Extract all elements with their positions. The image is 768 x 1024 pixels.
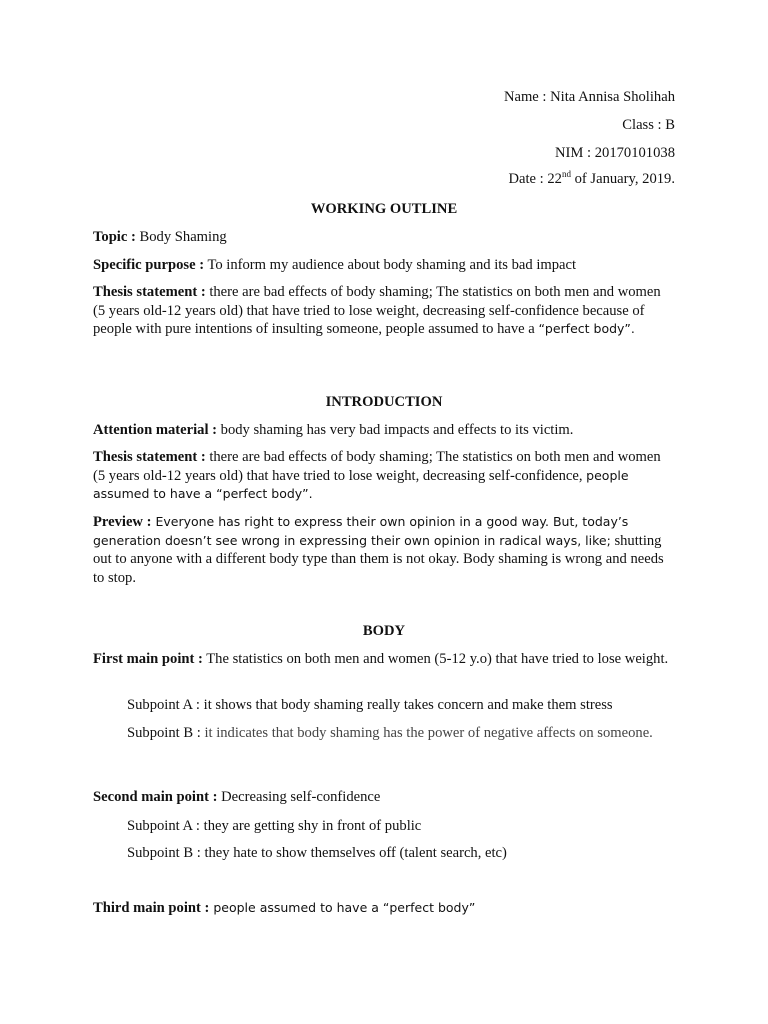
intro-thesis-label: Thesis statement : <box>93 449 206 465</box>
preview-value-a: Everyone has right to express their own opinion in a good way. But, today’s generation doesn’t see wrong in expressing their own opinion in radical ways, like; <box>93 514 629 548</box>
second-main-point <box>93 788 673 807</box>
first-subpoint-a: Subpoint A : it shows that body shaming really takes concern and make them stress <box>127 697 613 713</box>
purpose-label: Specific purpose : <box>93 257 205 273</box>
student-class: Class : B <box>622 117 675 133</box>
working-outline-heading: WORKING OUTLINE <box>310 201 458 217</box>
third-main-point-value: people assumed to have a “perfect body” <box>209 900 476 915</box>
first-main-point-label: First main point : <box>93 651 203 667</box>
third-main-point-label: Third main point : <box>93 900 210 916</box>
attention-label: Attention material : <box>93 422 218 438</box>
purpose-value: To inform my audience about body shaming and its bad impact <box>204 257 577 273</box>
attention-material-line <box>93 421 673 440</box>
preview-paragraph <box>93 513 673 587</box>
first-main-point <box>93 650 673 669</box>
second-subpoint-b: Subpoint B : they hate to show themselves off (talent search, etc) <box>127 845 507 861</box>
first-subpoint-b-value: it indicates that body shaming has the power of negative affects on someone. <box>204 725 653 741</box>
second-subpoint-a: Subpoint A : they are getting shy in front of public <box>127 818 422 834</box>
document-date <box>508 170 675 189</box>
student-name: Name : Nita Annisa Sholihah <box>503 89 675 105</box>
intro-thesis-value: there are bad effects of body shaming; The statistics on both men and women (5 years old-12 years old) that have tried to lose weight, decreasing self-confidence, <box>93 449 661 484</box>
date-prefix: Date : 22 <box>508 171 562 187</box>
preview-label: Preview : <box>93 514 152 530</box>
body-heading: BODY <box>362 623 406 639</box>
outline-thesis-statement <box>93 283 673 339</box>
intro-thesis-statement <box>93 448 673 504</box>
date-ordinal: nd <box>561 169 571 180</box>
second-main-point-label: Second main point : <box>93 789 218 805</box>
outline-thesis-tail: “perfect body”. <box>538 321 635 336</box>
intro-thesis-tail: people assumed to have a “perfect body”. <box>93 467 629 501</box>
topic-line <box>93 228 673 247</box>
attention-value: body shaming has very bad impacts and effects to its victim. <box>217 422 574 438</box>
topic-label: Topic : <box>93 229 136 245</box>
third-main-point <box>93 899 673 918</box>
date-suffix: of January, 2019. <box>570 171 675 187</box>
introduction-heading: INTRODUCTION <box>325 394 443 410</box>
first-main-point-value: The statistics on both men and women (5-12 y.o) that have tried to lose weight. <box>202 651 669 667</box>
student-nim: NIM : 20170101038 <box>555 145 675 161</box>
first-subpoint-b <box>93 724 673 743</box>
second-main-point-value: Decreasing self-confidence <box>217 789 381 805</box>
topic-value: Body Shaming <box>135 229 227 245</box>
outline-thesis-value: there are bad effects of body shaming; The statistics on both men and women (5 years old-12 years old) that have tried to lose weight, decreasing self-confidence because of people with pure intentions of insulting someone, people assumed to have a <box>93 284 661 337</box>
preview-value-b: shutting out to anyone with a different body type than them is not okay. Body shaming is wrong and needs to stop. <box>93 532 664 586</box>
outline-thesis-label: Thesis statement : <box>93 284 206 300</box>
specific-purpose-line <box>93 256 673 275</box>
first-subpoint-b-label: Subpoint B : <box>127 725 205 741</box>
